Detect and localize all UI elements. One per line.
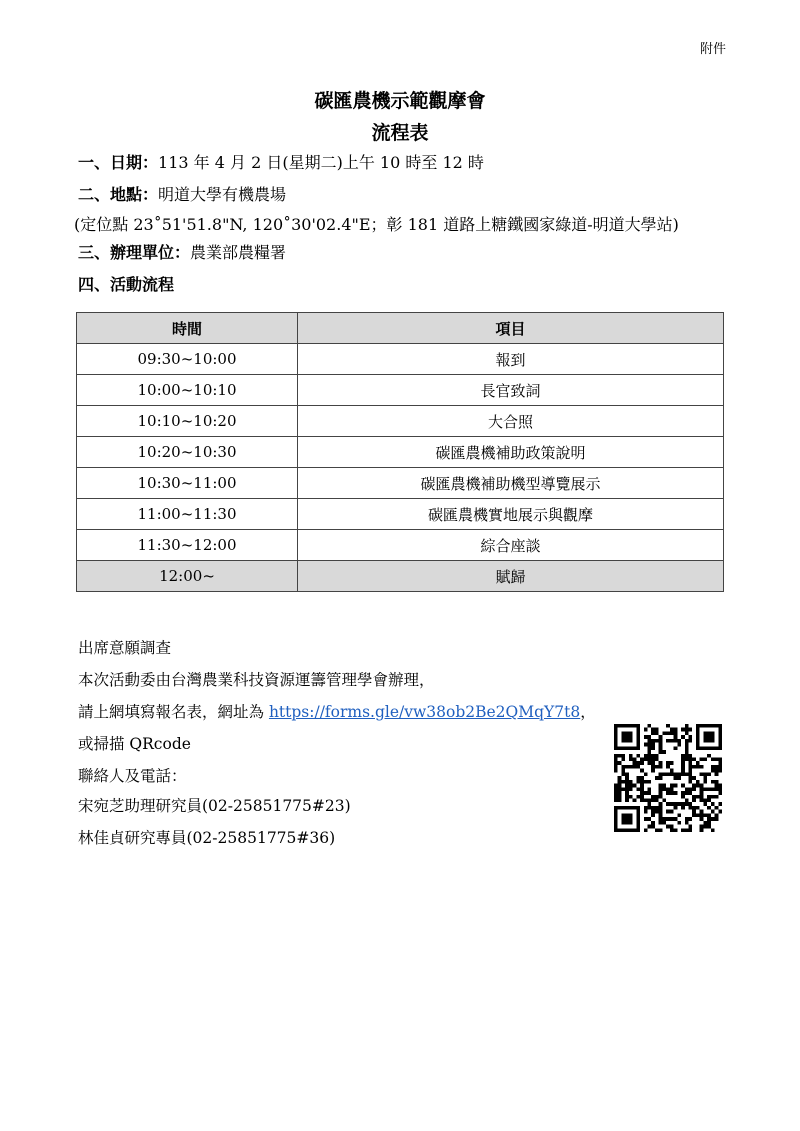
time-cell: 10:10~10:20 [77,406,298,437]
registration-link[interactable]: https://forms.gle/vw38ob2Be2QMqY7t8 [268,703,581,721]
time-cell: 10:30~11:00 [77,468,298,499]
place-value: 明道大學有機農場 [158,185,287,204]
qr-code-icon[interactable] [614,724,722,832]
organizer-line [78,240,286,263]
survey-heading: 出席意願調查 [78,639,172,657]
table-row [77,375,724,406]
attachment-label: 附件 [699,42,726,57]
table-row [77,499,724,530]
item-cell: 碳匯農機補助政策說明 [298,437,724,468]
item-cell: 報到 [298,344,724,375]
flow-label: 四、活動流程 [78,275,175,294]
organizer-note: 本次活動委由台灣農業科技資源運籌管理學會辦理， [78,671,435,689]
time-cell: 10:20~10:30 [77,437,298,468]
header-time: 時間 [77,313,298,344]
contact-2: 林佳貞研究專員(02-25851775#36) [78,829,336,847]
page-subtitle: 流程表 [371,122,429,144]
table-row [77,468,724,499]
date-value: 113 年 4 月 2 日(星期二)上午 10 時至 12 時 [158,153,484,172]
table-row [77,344,724,375]
qrcode-note: 或掃描 QRcode [78,735,191,753]
time-cell: 09:30~10:00 [77,344,298,375]
table-row [77,530,724,561]
schedule-table [76,312,724,592]
table-row [77,406,724,437]
contact-heading: 聯絡人及電話： [78,767,187,785]
organizer-label: 三、辦理單位： [78,243,191,262]
place-label: 二、地點： [78,185,159,204]
item-cell: 賦歸 [298,561,724,592]
header-item: 項目 [298,313,724,344]
date-label: 一、日期： [78,153,159,172]
time-cell: 10:00~10:10 [77,375,298,406]
table-header-row [77,313,724,344]
item-cell: 大合照 [298,406,724,437]
date-line [78,150,484,173]
item-cell: 碳匯農機實地展示與觀摩 [298,499,724,530]
time-cell: 11:00~11:30 [77,499,298,530]
registration-prefix: 請上網填寫報名表，網址為 [78,703,269,721]
location-note: (定位點 23˚51'51.8"N, 120˚30'02.4"E；彰 181 道路上糖鐵國家綠道-明道大學站) [74,215,679,234]
contact-1: 宋宛芝助理研究員(02-25851775#23) [78,797,351,815]
place-line [78,182,286,205]
page-title: 碳匯農機示範觀摩會 [314,90,486,112]
item-cell: 長官致詞 [298,375,724,406]
item-cell: 碳匯農機補助機型導覽展示 [298,468,724,499]
registration-suffix: ， [580,703,596,721]
time-cell: 11:30~12:00 [77,530,298,561]
time-cell: 12:00~ [77,561,298,592]
registration-line [78,700,596,722]
item-cell: 綜合座談 [298,530,724,561]
table-row [77,437,724,468]
organizer-value: 農業部農糧署 [190,243,287,262]
table-row [77,561,724,592]
flow-heading [78,272,174,295]
